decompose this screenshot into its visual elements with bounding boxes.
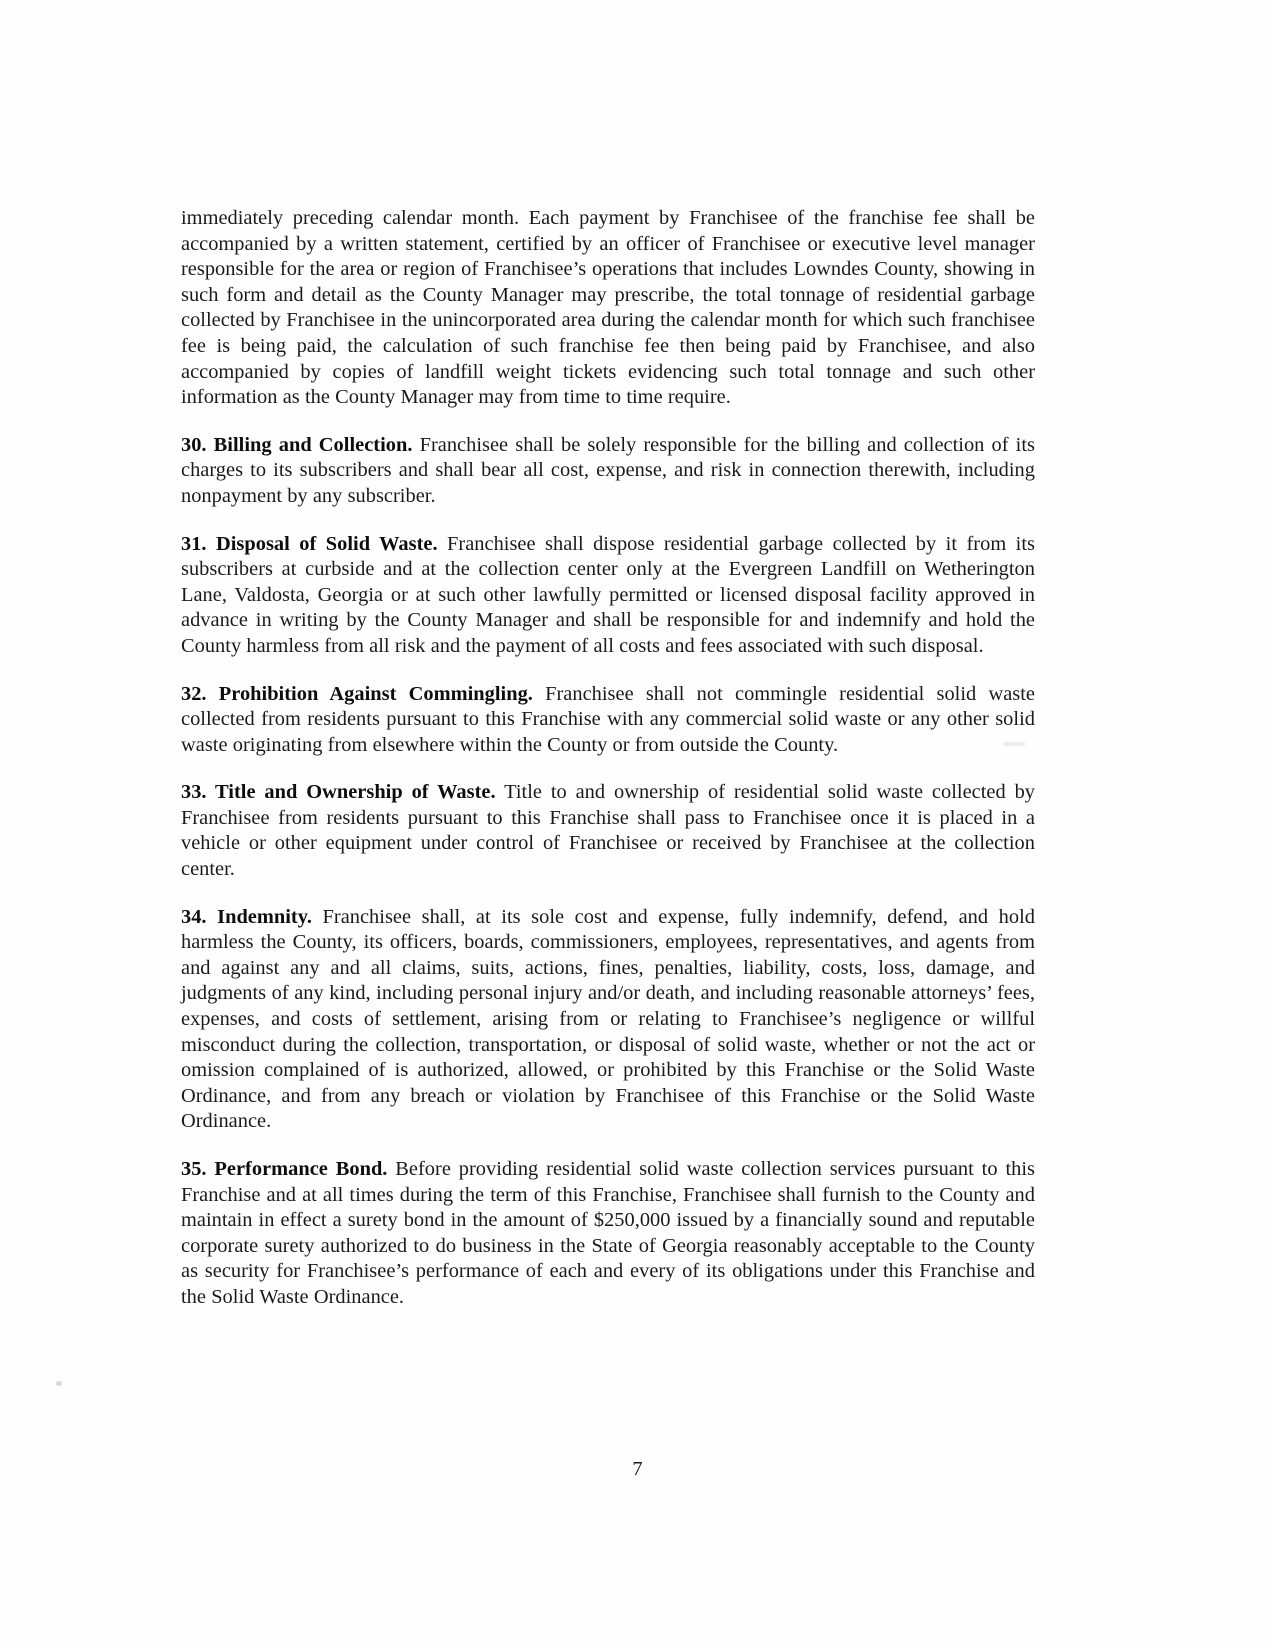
section-31-heading: 31. Disposal of Solid Waste. [181,532,438,555]
document-body [181,206,1035,1311]
page-number: 7 [632,1458,643,1480]
section-33-heading: 33. Title and Ownership of Waste. [181,781,496,804]
section-30-heading: 30. Billing and Collection. [181,433,413,456]
section-34 [181,905,1035,1135]
section-31 [181,532,1035,660]
section-32-heading: 32. Prohibition Against Commingling. [181,682,533,705]
section-30-body: Franchisee shall be solely responsible for the billing and collection of its charges to its subscribers and shall bear all cost, expense, and risk in connection therewith, including nonpayment by any subscriber. [181,433,1035,507]
section-33 [181,780,1035,882]
paragraph-text: immediately preceding calendar month. Each payment by Franchisee of the franchise fee shall be accompanied by a written statement, certified by an officer of Franchisee or executive level manager responsible for the area or region of Franchisee’s operations that includes Lowndes County, showing in such form and detail as the County Manager may prescribe, the total tonnage of residential garbage collected by Franchisee in the unincorporated area during the calendar month for which such franchisee fee is being paid, the calculation of such franchise fee then being paid by Franchisee, and also accompanied by copies of landfill weight tickets evidencing such total tonnage and such other information as the County Manager may from time to time require. [181,207,1035,409]
section-30 [181,433,1035,510]
section-34-heading: 34. Indemnity. [181,905,312,928]
section-34-body: Franchisee shall, at its sole cost and expense, fully indemnify, defend, and hold harmless the County, its officers, boards, commissioners, employees, representatives, and agents from and against any and all claims, suits, actions, fines, penalties, liability, costs, loss, damage, and judgments of any kind, including personal injury and/or death, and including reasonable attorneys’ fees, expenses, and costs of settlement, arising from or relating to Franchisee’s negligence or willful misconduct during the collection, transportation, or disposal of solid waste, whether or not the act or omission complained of is authorized, allowed, or prohibited by this Franchise or the Solid Waste Ordinance, and from any breach or violation by Franchisee of this Franchise or the Solid Waste Ordinance. [181,905,1035,1133]
section-35-body: Before providing residential solid waste collection services pursuant to this Franchise and at all times during the term of this Franchise, Franchisee shall furnish to the County and maintain in effect a surety bond in the amount of $250,000 issued by a financially sound and reputable corporate surety authorized to do business in the State of Georgia reasonably acceptable to the County as security for Franchisee’s performance of each and every of its obligations under this Franchise and the Solid Waste Ordinance. [181,1158,1035,1308]
paragraph-continued [181,206,1035,411]
section-35 [181,1157,1035,1311]
scan-artifact-speck [56,1381,62,1386]
section-33-body: Title to and ownership of residential solid waste collected by Franchisee from residents pursuant to this Franchise shall pass to Franchisee once it is placed in a vehicle or other equipment under control of Franchisee or received by Franchisee at the collection center. [181,781,1035,881]
section-35-heading: 35. Performance Bond. [181,1158,388,1180]
section-32 [181,682,1035,759]
section-31-body: Franchisee shall dispose residential garbage collected by it from its subscribers at curbside and at the collection center only at the Evergreen Landfill on Wetherington Lane, Valdosta, Georgia or at such other lawfully permitted or licensed disposal facility approved in advance in writing by the County Manager and shall be responsible for and indemnify and hold the County harmless from all risk and the payment of all costs and fees associated with such disposal. [181,532,1035,657]
section-32-body: Franchisee shall not commingle residential solid waste collected from residents pursuant to this Franchise with any commercial solid waste or any other solid waste originating from elsewhere within the County or from outside the County. [181,682,1035,756]
